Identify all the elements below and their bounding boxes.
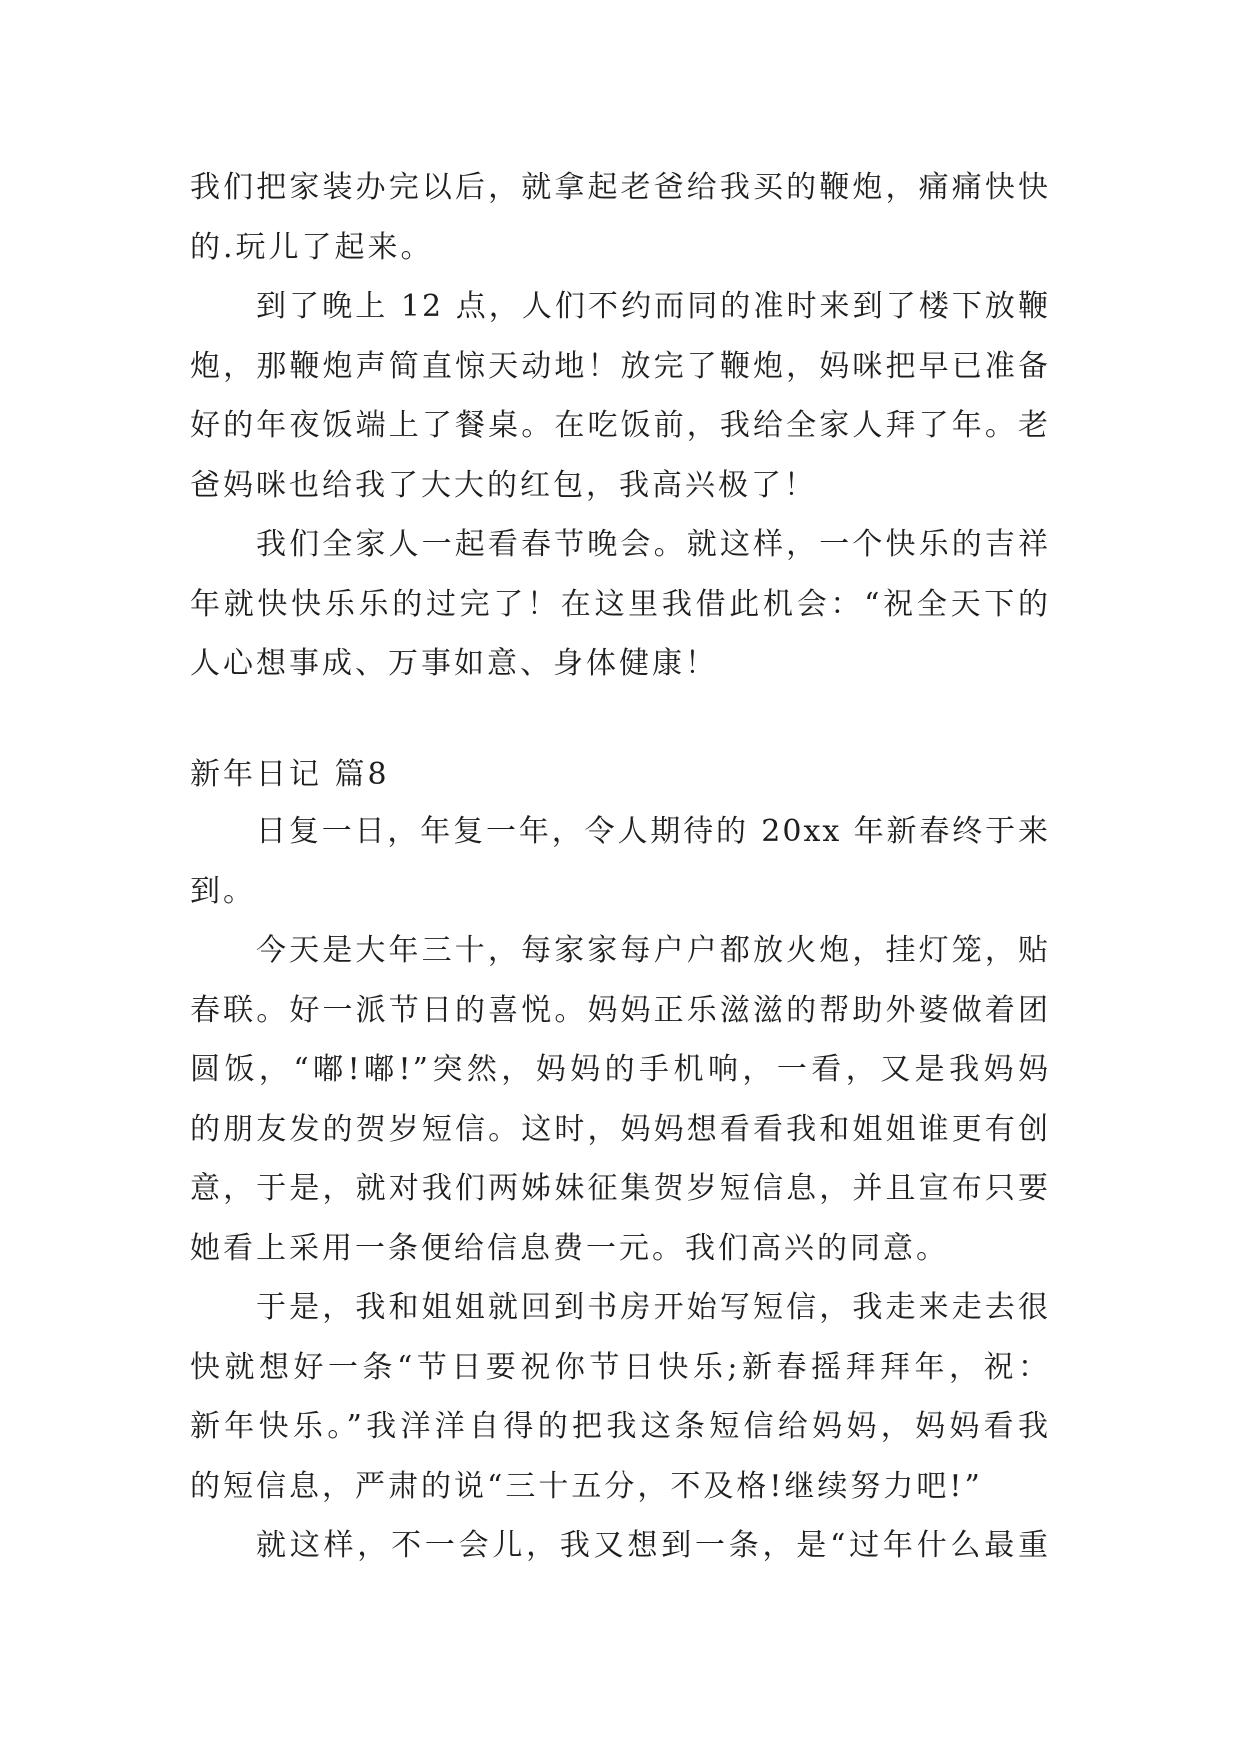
- text-line: 到。: [190, 873, 256, 909]
- paragraph: [190, 277, 1050, 515]
- text-line: 的短信息，严肃的说“三十五分，不及格!继续努力吧!”: [190, 1468, 983, 1504]
- text-line: 她看上采用一条便给信息费一元。我们高兴的同意。: [190, 1230, 949, 1266]
- text-line: 春联。好一派节日的喜悦。妈妈正乐滋滋的帮助外婆做着团: [190, 992, 1050, 1028]
- text-line: 圆饭，“嘟!嘟!”突然，妈妈的手机响，一看，又是我妈妈: [190, 1052, 1050, 1087]
- paragraph: [190, 802, 1050, 921]
- text-line: 今天是大年三十，每家家每户户都放火炮，挂灯笼，贴: [256, 933, 1050, 968]
- paragraph: [190, 158, 1050, 277]
- diary-entry-heading: 新年日记 篇8: [190, 757, 390, 792]
- text-line: 人心想事成、万事如意、身体健康！: [190, 646, 718, 681]
- text-line: 的朋友发的贺岁短信。这时，妈妈想看看我和姐姐谁更有创: [190, 1111, 1050, 1147]
- diary-section-previous: [190, 158, 1050, 694]
- text-line: 到了晚上 12 点，人们不约而同的准时来到了楼下放鞭: [256, 289, 1050, 324]
- paragraph: [190, 1516, 1050, 1576]
- text-line: 年就快快乐乐的过完了！在这里我借此机会：“祝全天下的: [190, 586, 1050, 622]
- text-line: 快就想好一条“节日要祝你节日快乐;新春摇拜拜年，祝：: [190, 1349, 1050, 1385]
- text-line: 我们全家人一起看春节晚会。就这样，一个快乐的吉祥: [256, 527, 1050, 562]
- text-line: 爸妈咪也给我了大大的红包，我高兴极了！: [190, 467, 817, 503]
- paragraph: [190, 515, 1050, 694]
- text-line: 我们把家装办完以后，就拿起老爸给我买的鞭炮，痛痛快快: [190, 170, 1050, 205]
- text-line: 的.玩儿了起来。: [190, 229, 434, 265]
- text-line: 炮，那鞭炮声简直惊天动地！放完了鞭炮，妈咪把早已准备: [190, 348, 1050, 384]
- text-line: 意，于是，就对我们两姊妹征集贺岁短信息，并且宣布只要: [190, 1171, 1050, 1206]
- diary-section-entry-8: [190, 802, 1050, 1576]
- paragraph: [190, 1278, 1050, 1516]
- text-line: 日复一日，年复一年，令人期待的 20xx 年新春终于来: [256, 814, 1050, 849]
- text-line: 好的年夜饭端上了餐桌。在吃饭前，我给全家人拜了年。老: [190, 408, 1050, 443]
- text-line: 就这样，不一会儿，我又想到一条，是“过年什么最重: [256, 1528, 1050, 1563]
- paragraph: [190, 921, 1050, 1278]
- text-line: 新年快乐。”我洋洋自得的把我这条短信给妈妈，妈妈看我: [190, 1409, 1050, 1444]
- text-line: 于是，我和姐姐就回到书房开始写短信，我走来走去很: [256, 1290, 1050, 1325]
